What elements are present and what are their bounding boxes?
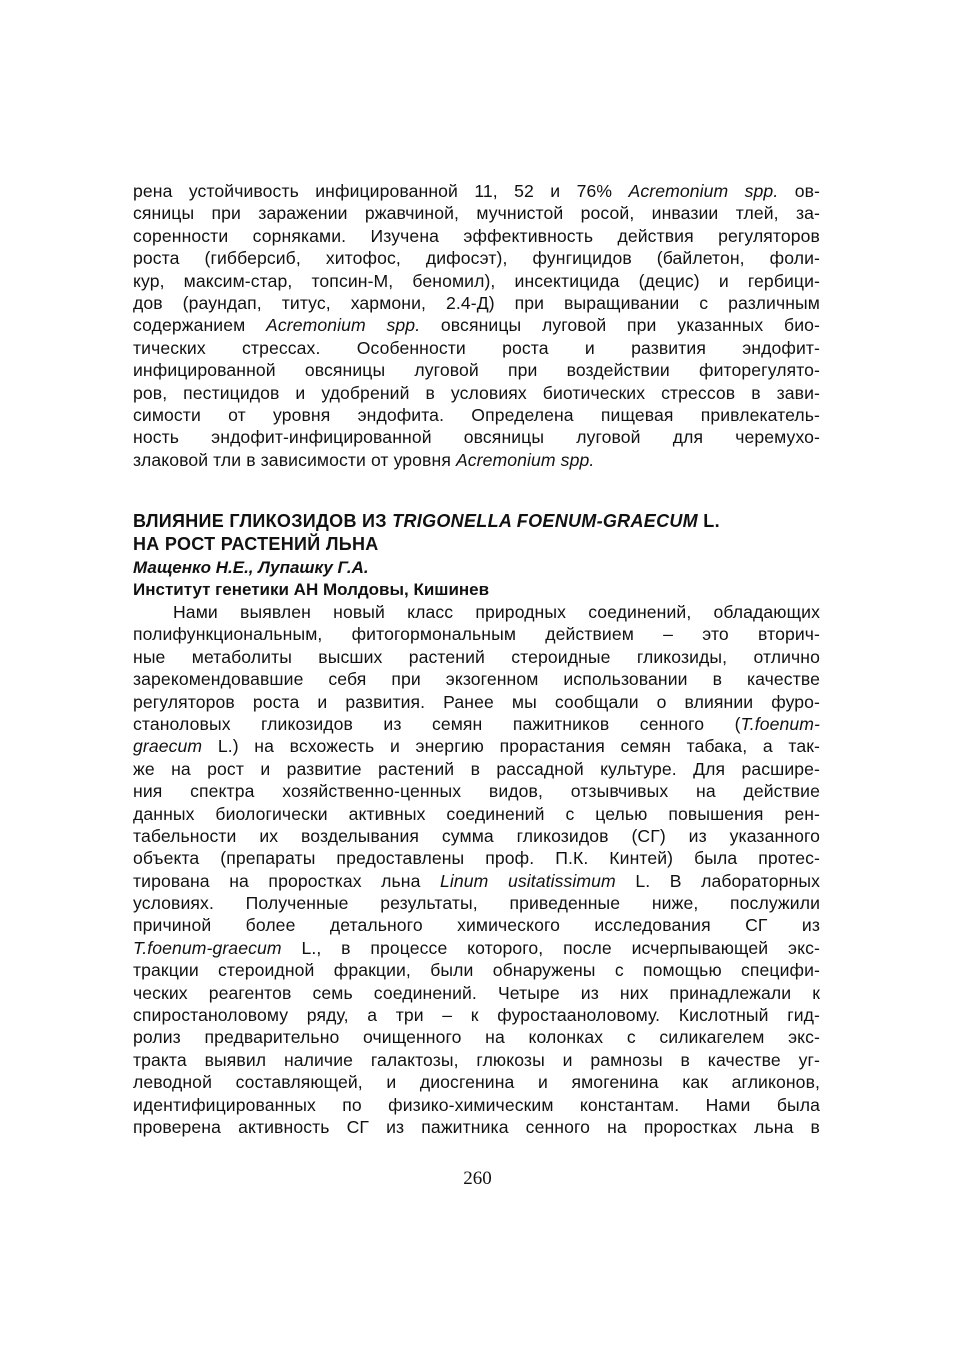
text-line — [133, 623, 820, 645]
paragraph-acremonium-summary — [133, 180, 820, 471]
text-run: тирована на проростках льна — [133, 870, 441, 891]
text-line — [133, 359, 820, 381]
text-run: симости от уровня эндофита. Определена пищевая привлекатель- — [133, 404, 820, 425]
text-line — [133, 959, 820, 981]
italic-term: Acremonium spp. — [455, 449, 595, 470]
text-run: леводной составляющей, и диосгенина и ямогенина как агликонов, — [133, 1072, 820, 1093]
text-line — [133, 982, 820, 1004]
text-run: тракта выявил наличие галактозы, глюкозы и рамнозы в качестве уг- — [133, 1049, 820, 1070]
text-run: ческих реагентов семь соединений. Четыре из них принадлежали к — [133, 982, 820, 1003]
text-line — [133, 382, 820, 404]
text-line — [133, 735, 820, 757]
text-line — [133, 892, 820, 914]
text-run: зарекомендовавшие себя при экзогенном использовании в качестве — [133, 669, 820, 690]
text-line — [133, 668, 820, 690]
italic-term: T.foenum-graecum — [133, 937, 282, 958]
text-run: объекта (препараты предоставлены проф. П.К. Кинтей) была протес- — [133, 848, 820, 869]
text-run: причиной более детального химического исследования СГ из — [133, 915, 820, 936]
text-line — [133, 1049, 820, 1071]
text-run: проверена активность СГ из пажитника сенного на проростках льна в — [133, 1116, 820, 1137]
text-run: спиростаноловому ряду, а три – к фуростааноловому. Кислотный гид- — [133, 1005, 820, 1026]
text-line — [133, 825, 820, 847]
text-run: ров, пестицидов и удобрений в условиях биотических стрессов в зави- — [133, 382, 820, 403]
text-run: ность эндофит-инфицированной овсяницы луговой для черемухо- — [133, 427, 820, 448]
text-line — [133, 1026, 820, 1048]
article-title — [133, 510, 833, 556]
text-line — [133, 225, 820, 247]
text-line — [133, 202, 820, 224]
text-run: L., в процессе которого, после исчерпывающей экс- — [281, 937, 820, 958]
italic-term: Acremonium spp. — [266, 315, 421, 336]
text-run: Нами выявлен новый класс природных соединений, обладающих — [173, 602, 820, 622]
text-line — [133, 1094, 820, 1116]
text-run: ов- — [778, 181, 820, 201]
text-run: тических стрессах. Особенности роста и развития эндофит- — [133, 337, 820, 358]
page-number: 260 — [463, 1168, 492, 1189]
text-run: рена устойчивость инфицированной 11, 52 и 76% — [133, 181, 629, 201]
text-run: L. В лабораторных — [615, 870, 820, 891]
text-line — [133, 180, 820, 202]
italic-term: Acremonium spp. — [628, 181, 779, 201]
article-authors: Мащенко Н.Е., Лупашку Г.А. — [133, 558, 369, 577]
species-name-italic: TRIGONELLA FOENUM-GRAECUM — [392, 511, 698, 531]
text-run: злаковой тли в зависимости от уровня — [133, 449, 456, 470]
text-line — [133, 646, 820, 668]
text-run: же на рост и развитие растений в рассадной культуре. Для расшире- — [133, 758, 820, 779]
text-line — [133, 758, 820, 780]
text-run: L.) на всхожесть и энергию прорастания семян табака, а так- — [202, 736, 820, 757]
text-run: дов (раундап, титус, хармони, 2.4-Д) при выращивании с различным — [133, 292, 820, 313]
text-line — [133, 314, 820, 336]
text-line — [133, 914, 820, 936]
text-run: овсяницы луговой при указанных био- — [420, 315, 820, 336]
text-run: соренности сорняками. Изучена эффективность действия регуляторов — [133, 225, 820, 246]
text-line — [133, 937, 820, 959]
text-run: ния спектра хозяйственно-ценных видов, отзывчивых на действие — [133, 781, 820, 802]
text-line — [133, 1071, 820, 1093]
text-line — [133, 449, 820, 471]
article-title-line-2: НА РОСТ РАСТЕНИЙ ЛЬНА — [133, 534, 379, 554]
text-line — [133, 404, 820, 426]
text-line — [133, 337, 820, 359]
italic-term: T.foenum- — [740, 713, 820, 734]
text-line — [133, 292, 820, 314]
text-line — [133, 713, 820, 735]
text-run: роста (гибберсиб, хитофос, дифосэт), фунгицидов (байлетон, фоли- — [133, 248, 820, 269]
italic-term: graecum — [133, 736, 203, 757]
text-run: тракции стероидной фракции, были обнаружены с помощью специфи- — [133, 960, 820, 981]
text-line — [133, 426, 820, 448]
text-run: ролиз предварительно очищенного на колонках с силикагелем экс- — [133, 1027, 820, 1048]
text-line — [133, 803, 820, 825]
paragraph-glycosides-body — [133, 601, 820, 1138]
text-run: ные метаболиты высших растений стероидные гликозиды, отлично — [133, 646, 820, 667]
text-run: регуляторов роста и развития. Ранее мы сообщали о влиянии фуро- — [133, 691, 820, 712]
text-line — [133, 847, 820, 869]
text-run: кур, максим-стар, топсин-М, беномил), инсектицида (децис) и гербици- — [133, 270, 820, 291]
text-line — [133, 270, 820, 292]
text-run: табельности их возделывания сумма гликозидов (СГ) из указанного — [133, 825, 820, 846]
article-institute: Институт генетики АН Молдовы, Кишинев — [133, 580, 490, 599]
article-title-line-1: ВЛИЯНИЕ ГЛИКОЗИДОВ ИЗ TRIGONELLA FOENUM-GRAECUM L. — [133, 511, 720, 531]
text-run: содержанием — [133, 315, 267, 336]
text-line — [133, 247, 820, 269]
text-run: инфицированной овсяницы луговой при воздействии фиторегулято- — [133, 360, 820, 381]
text-line — [133, 1004, 820, 1026]
text-run: сяницы при заражении ржавчиной, мучнистой росой, инвазии тлей, за- — [133, 203, 820, 224]
text-line — [133, 1116, 820, 1138]
text-run: станоловых гликозидов из семян пажитников сенного ( — [133, 713, 741, 734]
italic-term: Linum usitatissimum — [440, 870, 616, 891]
text-run: идентифицированных по физико-химическим константам. Нами была — [133, 1094, 820, 1115]
text-line — [133, 691, 820, 713]
text-run: полифункциональным, фитогормональным действием – это вторич- — [133, 624, 820, 645]
text-run: данных биологически активных соединений с целью повышения рен- — [133, 803, 820, 824]
text-run: условиях. Полученные результаты, приведенные ниже, послужили — [133, 893, 820, 914]
text-line — [133, 601, 820, 623]
text-line — [133, 780, 820, 802]
text-line — [133, 870, 820, 892]
